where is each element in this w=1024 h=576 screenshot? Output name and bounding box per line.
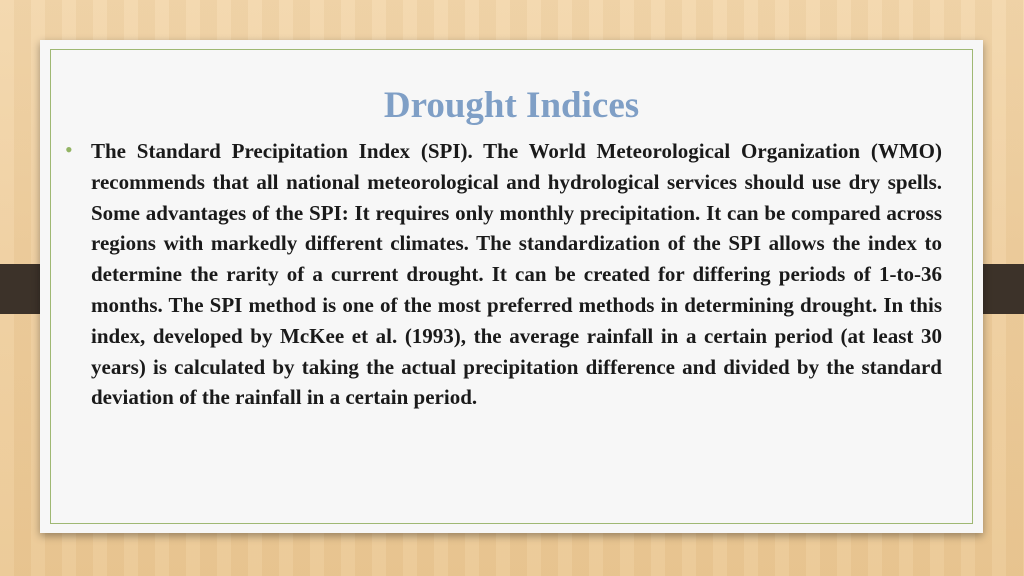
slide-body-text: The Standard Precipitation Index (SPI). The World Meteorological Organization (WMO) recommends that all national meteorological and hydrological services should use dry spells. Some advantages of the SPI: It requires only monthly precipitation. It can be compared across regions with markedly different climates. The standardization of the SPI allows the index to determine the rarity of a current drought. It can be created for differing periods of 1-to-36 months. The SPI method is one of the most preferred methods in determining drought. In this index, developed by McKee et al. (1993), the average rainfall in a certain period (at least 30 years) is calculated by taking the actual precipitation difference and divided by the standard deviation of the rainfall in a certain period. xyxy=(91,139,942,410)
slide-title: Drought Indices xyxy=(383,85,640,126)
bullet-point-icon: • xyxy=(65,137,73,162)
slide-card xyxy=(40,40,983,533)
